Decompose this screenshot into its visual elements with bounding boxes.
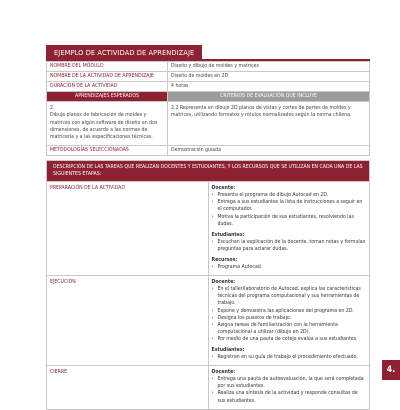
methodologies-value: Demostración guiada [168, 145, 370, 155]
duration-value: 4 horas [168, 82, 370, 92]
list-item: › Asigna tareas de familiarización con la herramienta computacional a utilizar (dibujo en 2D). [212, 322, 367, 336]
list-item: › Por medio de una pauta de cotejo evalúa a sus estudiantes. [212, 336, 367, 343]
list-item: › Escuchan la explicación de la docente, toman notas y formulan preguntas para aclarar dudas. [212, 239, 367, 253]
list-item: › Realiza una síntesis de la actividad y responde consultas de sus estudiantes. [212, 390, 367, 404]
teacher-label: Docente: [211, 279, 236, 286]
table-row [47, 145, 370, 155]
stage-preparation: PREPARACIÓN DE LA ACTIVIDAD [47, 182, 209, 276]
list-item: › Designa los puestos de trabajo. [212, 315, 367, 322]
list-item: › En el taller/laboratorio de Autocad, explica las características técnicas del programa computacional y sus herramientas de trabajo. [212, 286, 367, 307]
teacher-task-list [212, 376, 367, 404]
duration-label: DURACIÓN DE LA ACTIVIDAD [47, 82, 168, 92]
student-task-list [212, 239, 367, 253]
table-row [47, 62, 370, 72]
table-row [47, 276, 370, 366]
list-item: › Entrega una pauta de autoevaluación, la que será completada por sus estudiantes. [212, 376, 367, 390]
students-label: Estudiantes: [211, 347, 245, 353]
learning-outcome-text: Dibuja planos de fabricación de moldes y matrices con algún software de diseño en dos dimensiones, de acuerdo a las normas de matricería y a las especificaciones técnicas. [50, 112, 158, 140]
resources-label: Recursos: [211, 256, 238, 263]
activity-name-label: NOMBRE DE LA ACTIVIDAD DE APRENDIZAJE [47, 72, 168, 82]
stage-closing: CIERRE [47, 366, 209, 409]
module-name-label: NOMBRE DEL MÓDULO [47, 62, 168, 72]
list-item: › Expone y demuestra las aplicaciones del programa en 2D. [212, 308, 367, 315]
methodologies-label: METODOLOGÍAS SELECCIONADAS [47, 145, 168, 155]
document-title: EJEMPLO DE ACTIVIDAD DE APRENDIZAJE [46, 45, 202, 60]
students-label: Estudiantes: [211, 231, 245, 238]
table-row [47, 160, 370, 181]
module-name-value: Diseño y dibujo de moldes y matrices [168, 62, 370, 72]
tasks-table [46, 160, 370, 410]
table-row [47, 102, 370, 145]
teacher-task-list [212, 192, 367, 227]
closing-content [208, 366, 370, 409]
learning-outcome-number: 2. [50, 105, 55, 112]
teacher-task-list [212, 286, 367, 343]
execution-content [208, 276, 370, 366]
resources-list [212, 264, 367, 271]
table-row [47, 366, 370, 409]
table-row [47, 72, 370, 82]
activity-info-table [46, 61, 370, 156]
list-item: › Entrega a sus estudiantes la lista de instrucciones a seguir en el computador. [212, 199, 367, 213]
tasks-section-header: DESCRIPCIÓN DE LAS TAREAS QUE REALIZAN DOCENTES Y ESTUDIANTES, Y LOS RECURSOS QUE SE UTILIZAN EN CADA UNA DE LAS SIGUIENTES ETAPAS: [47, 160, 370, 181]
list-item: › Motiva la participación de sus estudiantes, resolviendo las dudas. [212, 214, 367, 228]
activity-document [46, 40, 370, 410]
table-row [47, 182, 370, 276]
evaluation-criterion-text: 2.2 Representa en dibujo 2D planos de vistas y cortes de partes de moldes y matrices, utilizando formatos y rótulos normalizados según la norma chilena. [168, 102, 370, 145]
teacher-label: Docente: [211, 369, 236, 376]
list-item: › Registran en su guía de trabajo el procedimiento efectuado. [212, 354, 367, 361]
student-task-list [212, 354, 367, 361]
learning-outcomes-header: APRENDIZAJES ESPERADOS [47, 92, 168, 102]
table-row [47, 92, 370, 102]
stage-execution: EJECUCIÓN [47, 276, 209, 366]
table-row [47, 82, 370, 92]
teacher-label: Docente: [211, 185, 236, 192]
evaluation-criteria-header: CRITERIOS DE EVALUACIÓN QUE INCLUYE [168, 92, 370, 102]
list-item: › Presenta el programa de dibujo Autocad en 2D. [212, 192, 367, 199]
learning-outcome-cell [47, 102, 168, 145]
activity-name-value: Diseño de moldes en 2D [168, 72, 370, 82]
page-section-badge: 4. [382, 360, 400, 380]
list-item: › Programa Autocad. [212, 264, 367, 271]
preparation-content [208, 182, 370, 276]
